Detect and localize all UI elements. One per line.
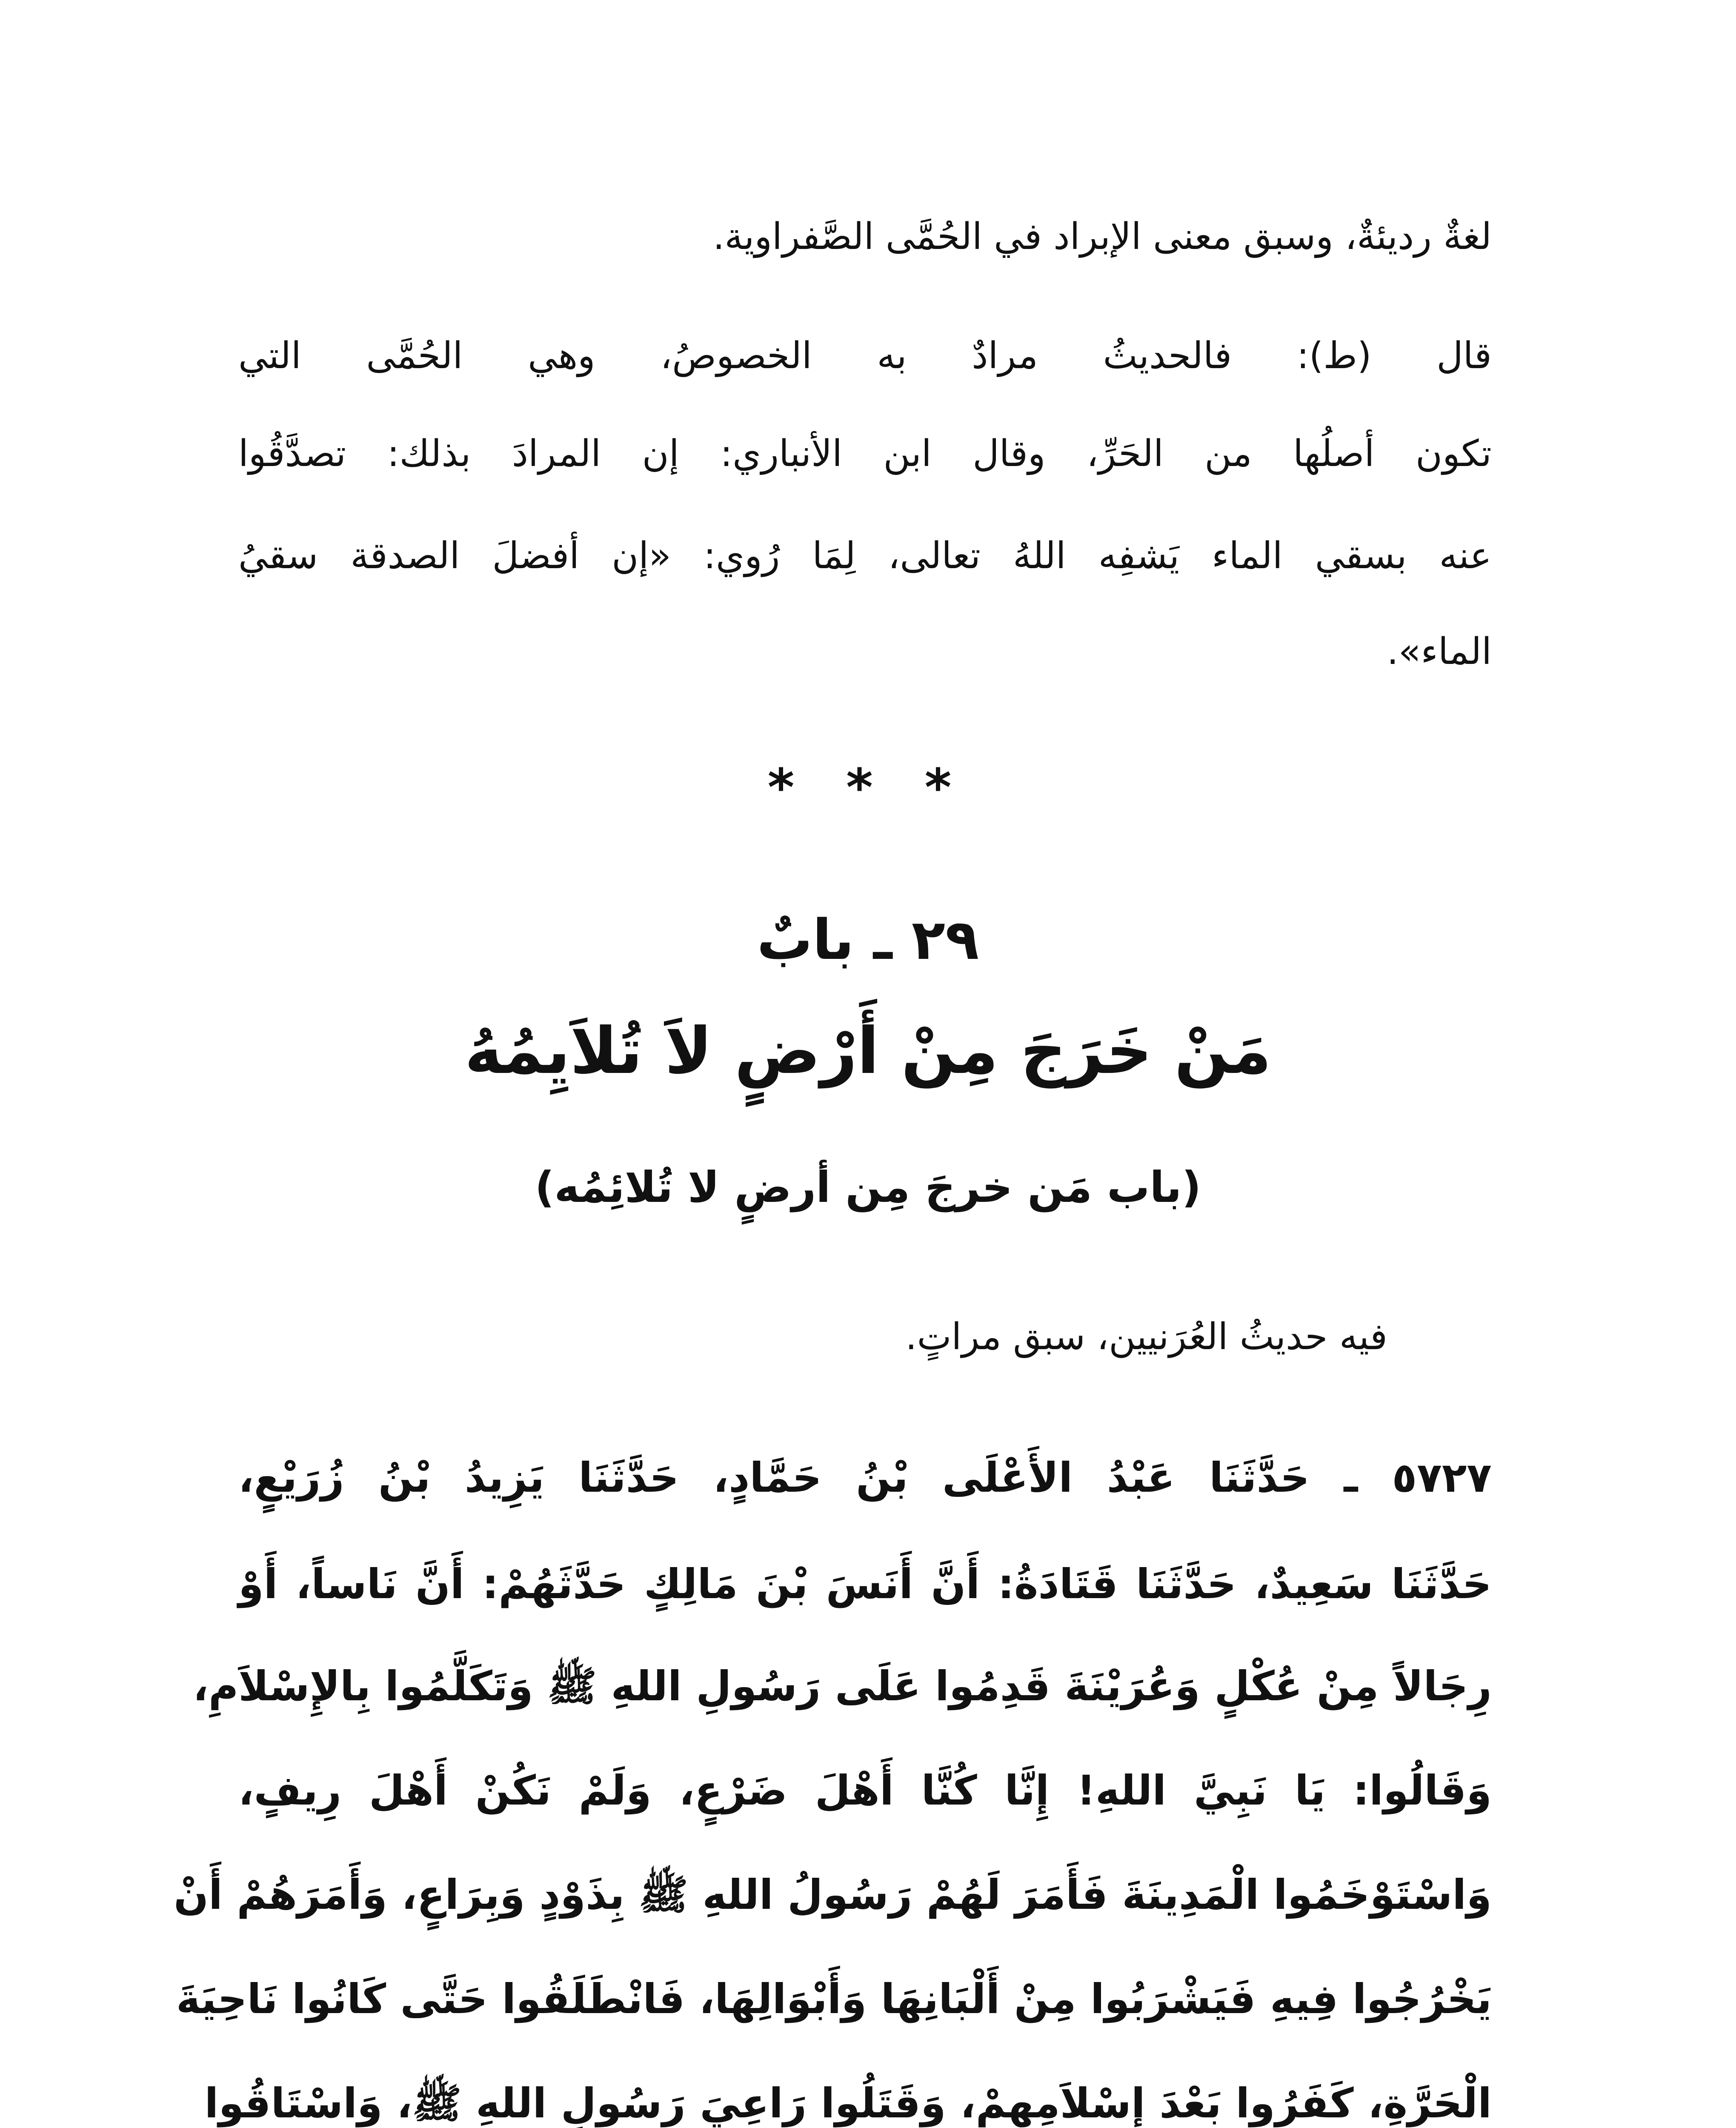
chapter-title: مَنْ خَرَجَ مِنْ أَرْضٍ لاَ تُلاَيِمُهُ bbox=[464, 1014, 1272, 1088]
commentary-top-line-2: قال (ط): فالحديثُ مرادٌ به الخصوصُ، وهي الحُمَّى التي bbox=[238, 335, 1492, 377]
chapter-subtitle: (باب مَن خرجَ مِن أرضٍ لا تُلائِمُه) bbox=[535, 1162, 1201, 1212]
hadith-line-1: ٥٧٢٧ ـ حَدَّثَنَا عَبْدُ الأَعْلَى بْنُ حَمَّادٍ، حَدَّثَنَا يَزِيدُ بْنُ زُرَيْعٍ، bbox=[238, 1454, 1492, 1502]
chapter-commentary: فيه حديثُ العُرَنيين، سبق مراتٍ. bbox=[905, 1316, 1387, 1358]
commentary-top-line-5: الماء». bbox=[1387, 630, 1492, 673]
hadith-line-2: حَدَّثَنَا سَعِيدٌ، حَدَّثَنَا قَتَادَةُ: أَنَّ أَنَسَ بْنَ مَالِكٍ حَدَّثَهُمْ: أَنَّ نَاساً، أَوْ bbox=[238, 1560, 1492, 1608]
commentary-top-line-4: عنه بسقي الماء يَشفِه اللهُ تعالى، لِمَا رُوي: «إن أفضلَ الصدقة سقيُ bbox=[238, 535, 1492, 577]
hadith-line-4: وَقَالُوا: يَا نَبِيَّ اللهِ! إِنَّا كُنَّا أَهْلَ ضَرْعٍ، وَلَمْ نَكُنْ أَهْلَ رِيفٍ، bbox=[238, 1767, 1492, 1814]
chapter-number: ٢٩ ـ بابٌ bbox=[757, 907, 979, 972]
hadith-line-7: الْحَرَّةِ، كَفَرُوا بَعْدَ إِسْلاَمِهِمْ، وَقَتَلُوا رَاعِيَ رَسُولِ اللهِ ﷺ، وَاسْتَاقُوا bbox=[204, 2079, 1492, 2127]
hadith-line-3: رِجَالاً مِنْ عُكْلٍ وَعُرَيْنَةَ قَدِمُوا عَلَى رَسُولِ اللهِ ﷺ وَتَكَلَّمُوا بِالإِسْلاَمِ، bbox=[193, 1662, 1492, 1710]
section-separator: * * * bbox=[767, 758, 969, 818]
hadith-line-5: وَاسْتَوْخَمُوا الْمَدِينَةَ فَأَمَرَ لَهُمْ رَسُولُ اللهِ ﷺ بِذَوْدٍ وَبِرَاعٍ، وَأَمَرَهُمْ أَنْ bbox=[174, 1871, 1492, 1919]
hadith-line-6: يَخْرُجُوا فِيهِ فَيَشْرَبُوا مِنْ أَلْبَانِهَا وَأَبْوَالِهَا، فَانْطَلَقُوا حَتَّى كَانُوا نَاحِيَةَ bbox=[176, 1975, 1492, 2023]
commentary-top-line-1: لغةٌ رديئةٌ، وسبق معنى الإبراد في الحُمَّى الصَّفراوية. bbox=[713, 215, 1492, 258]
commentary-top-line-3: تكون أصلُها من الحَرِّ، وقال ابن الأنباري: إن المرادَ بذلك: تصدَّقُوا bbox=[238, 432, 1492, 475]
